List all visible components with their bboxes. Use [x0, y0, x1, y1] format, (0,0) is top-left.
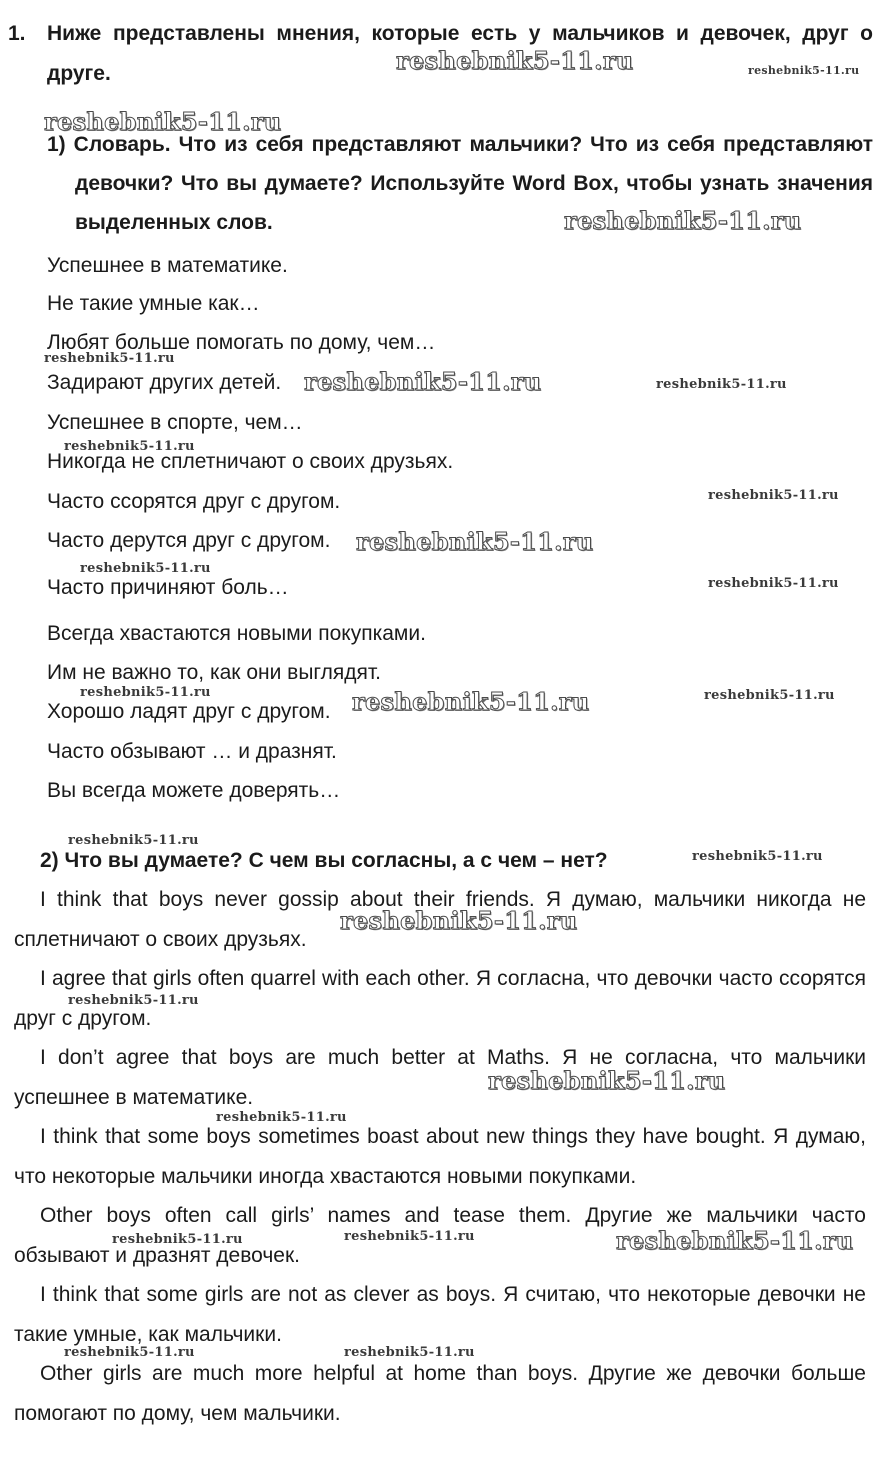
watermark: reshebnik5-11.ru — [748, 64, 860, 77]
watermark: reshebnik5-11.ru — [564, 206, 802, 235]
watermark: reshebnik5-11.ru — [112, 1232, 243, 1247]
list-item: Успешнее в спорте, чем… — [47, 411, 303, 434]
watermark: reshebnik5-11.ru — [704, 688, 835, 703]
watermark: reshebnik5-11.ru — [44, 351, 175, 366]
watermark: reshebnik5-11.ru — [44, 107, 282, 136]
watermark: reshebnik5-11.ru — [708, 488, 839, 503]
answer-paragraph: I agree that girls often quarrel with each other. Я согласна, что девочки часто ссорятся друг с другом. — [14, 967, 866, 1030]
list-item: Никогда не сплетничают о своих друзьях. — [47, 450, 454, 473]
task-title: Ниже представлены мнения, которые есть у мальчиков и девочек, друг о друге. — [47, 22, 873, 85]
answer-paragraph: I think that some girls are not as clever as boys. Я считаю, что некоторые девочки не такие умные, как мальчики. — [14, 1283, 866, 1346]
watermark: reshebnik5-11.ru — [356, 527, 594, 556]
list-item: Часто причиняют боль… — [47, 576, 289, 599]
part1-heading-text: 1) Словарь. Что из себя представляют мальчики? Что из себя представляют девочки? Что вы думаете? Используйте Word Box, чтобы узнать значения выделенных слов. — [47, 133, 873, 234]
list-item: Всегда хвастаются новыми покупками. — [47, 622, 426, 645]
watermark: reshebnik5-11.ru — [352, 687, 590, 716]
watermark: reshebnik5-11.ru — [80, 685, 211, 700]
list-item: Любят больше помогать по дому, чем… — [47, 331, 436, 354]
answer-paragraph: I think that some boys sometimes boast about new things they have bought. Я думаю, что некоторые мальчики иногда хвастаются новыми покупками. — [14, 1125, 866, 1188]
list-item: Часто дерутся друг с другом. — [47, 529, 331, 552]
watermark: reshebnik5-11.ru — [488, 1066, 726, 1095]
watermark: reshebnik5-11.ru — [216, 1110, 347, 1125]
watermark: reshebnik5-11.ru — [64, 1345, 195, 1360]
answer-paragraph: Other boys often call girls’ names and tease them. Другие же мальчики часто обзывают и дразнят девочек. — [14, 1204, 866, 1267]
watermark: reshebnik5-11.ru — [64, 439, 195, 454]
watermark: reshebnik5-11.ru — [80, 561, 211, 576]
watermark: reshebnik5-11.ru — [344, 1229, 475, 1244]
watermark: reshebnik5-11.ru — [344, 1345, 475, 1360]
list-item: Вы всегда можете доверять… — [47, 779, 341, 802]
task-number: 1. — [8, 22, 26, 45]
list-item: Часто ссорятся друг с другом. — [47, 490, 341, 513]
watermark: reshebnik5-11.ru — [68, 993, 199, 1008]
watermark: reshebnik5-11.ru — [616, 1226, 854, 1255]
list-item: Им не важно то, как они выглядят. — [47, 661, 381, 684]
watermark: reshebnik5-11.ru — [340, 906, 578, 935]
part2-heading: 2) Что вы думаете? С чем вы согласны, а с чем – нет? — [40, 849, 608, 872]
answer-paragraph: Other girls are much more helpful at home than boys. Другие же девочки больше помогают по дому, чем мальчики. — [14, 1362, 866, 1425]
watermark: reshebnik5-11.ru — [68, 833, 199, 848]
answer-paragraph: I don’t agree that boys are much better at Maths. Я не согласна, что мальчики успешнее в математике. — [14, 1046, 866, 1109]
list-item: Хорошо ладят друг с другом. — [47, 700, 331, 723]
watermark: reshebnik5-11.ru — [304, 367, 542, 396]
list-item: Успешнее в математике. — [47, 254, 288, 277]
watermark: reshebnik5-11.ru — [692, 849, 823, 864]
list-item: Задирают других детей. — [47, 371, 282, 394]
watermark: reshebnik5-11.ru — [708, 576, 839, 591]
watermark: reshebnik5-11.ru — [656, 377, 787, 392]
list-item: Не такие умные как… — [47, 292, 260, 315]
watermark: reshebnik5-11.ru — [396, 46, 634, 75]
list-item: Часто обзывают … и дразнят. — [47, 740, 337, 763]
answer-paragraph: I think that boys never gossip about their friends. Я думаю, мальчики никогда не сплетничают о своих друзьях. — [14, 888, 866, 951]
